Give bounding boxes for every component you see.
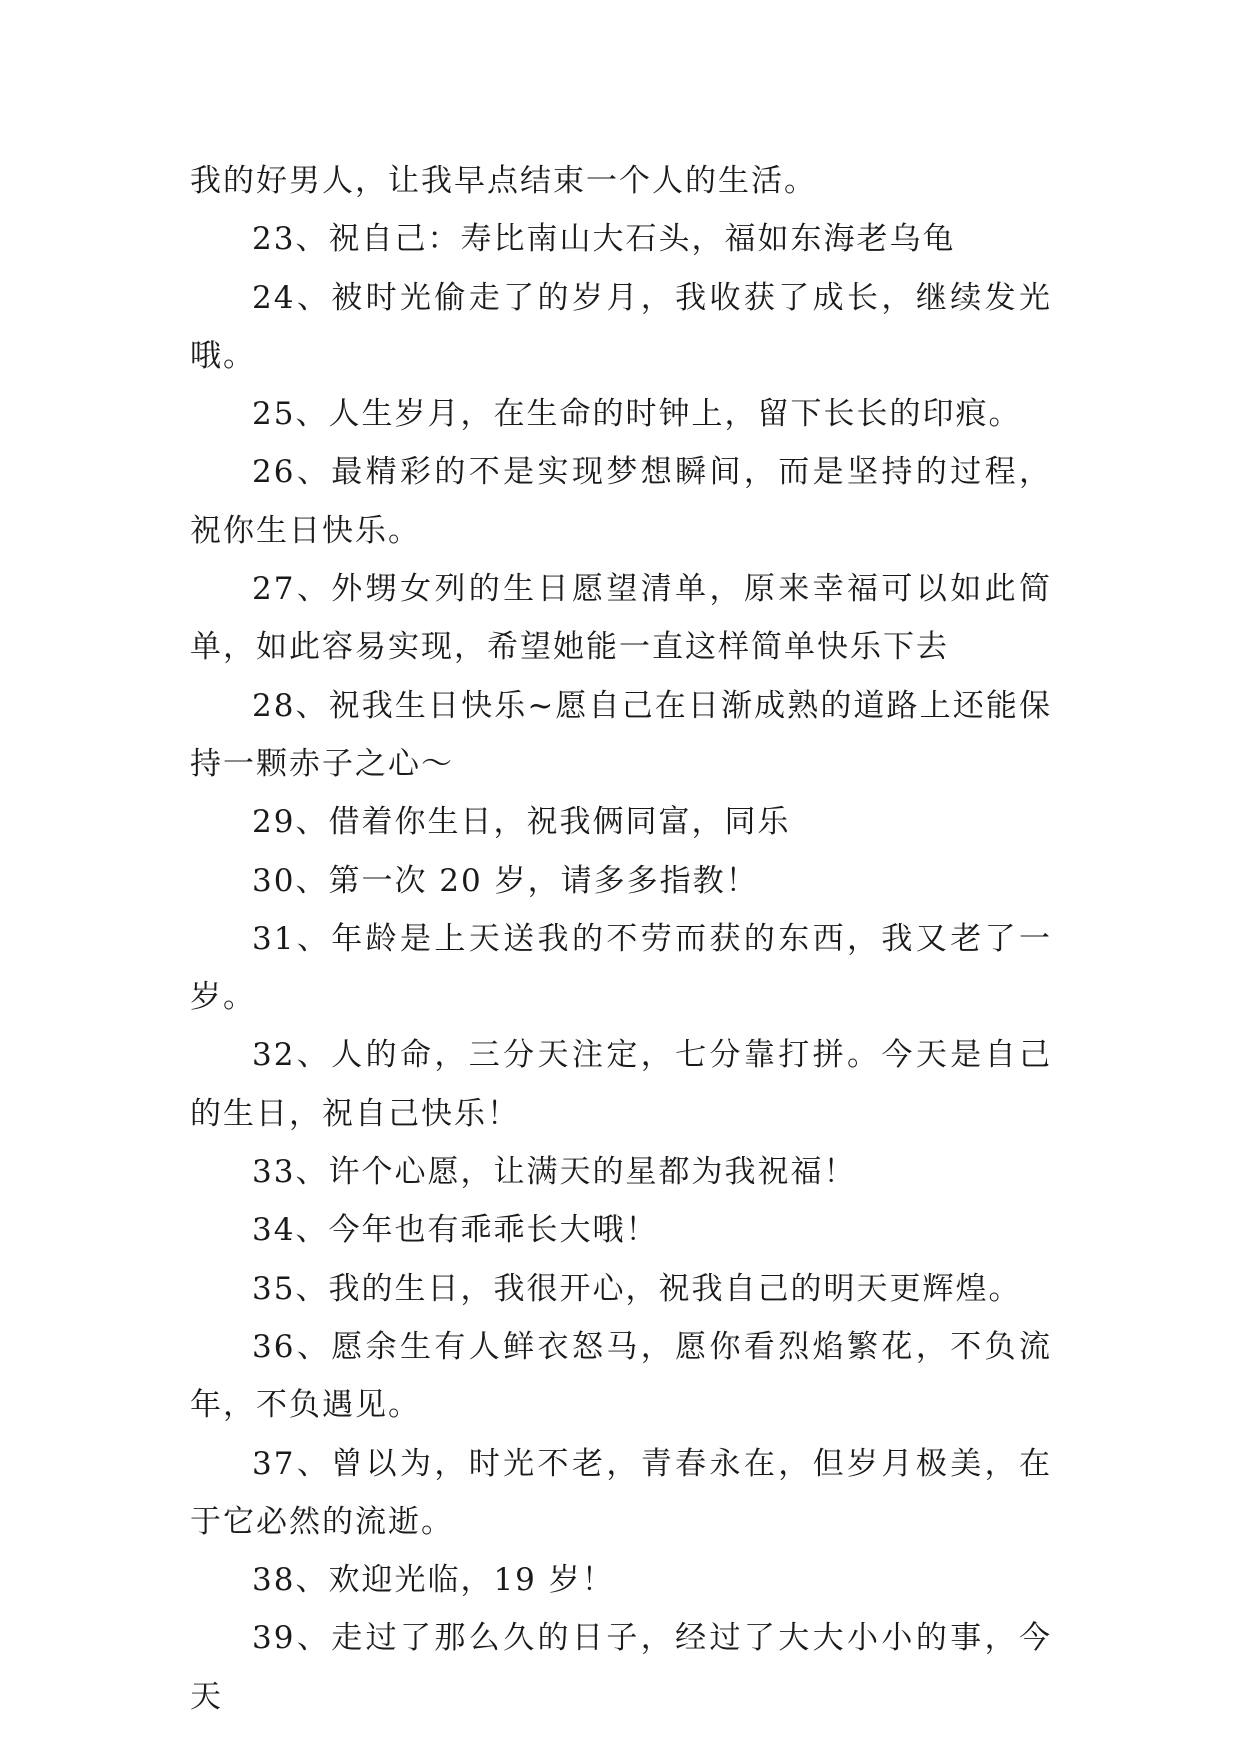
- paragraph-39: 39、走过了那么久的日子，经过了大大小小的事，今天: [190, 1620, 1052, 1715]
- paragraph-26: 26、最精彩的不是实现梦想瞬间，而是坚持的过程，祝你生日快乐。: [190, 454, 1052, 549]
- document-body: [190, 152, 1052, 1726]
- paragraph-30: 30、第一次 20 岁，请多多指教！: [252, 862, 759, 899]
- paragraph-33: 33、许个心愿，让满天的星都为我祝福！: [252, 1154, 857, 1191]
- paragraph-32: 32、人的命，三分天注定，七分靠打拼。今天是自己的生日，祝自己快乐！: [190, 1037, 1052, 1132]
- paragraph-38: 38、欢迎光临，19 岁！: [252, 1562, 615, 1599]
- paragraph-29: 29、借着你生日，祝我俩同富，同乐: [252, 804, 791, 841]
- paragraph-27: 27、外甥女列的生日愿望清单，原来幸福可以如此简单，如此容易实现，希望她能一直这样简单快乐下去: [190, 571, 1052, 666]
- paragraph-25: 25、人生岁月，在生命的时钟上，留下长长的印痕。: [252, 396, 1022, 433]
- paragraph-continued: 我的好男人，让我早点结束一个人的生活。: [190, 163, 817, 199]
- paragraph-28: 28、祝我生日快乐~愿自己在日渐成熟的道路上还能保持一颗赤子之心～: [190, 687, 1052, 782]
- paragraph-35: 35、我的生日，我很开心，祝我自己的明天更辉煌。: [252, 1270, 1022, 1307]
- paragraph-23: 23、祝自己：寿比南山大石头，福如东海老乌龟: [252, 221, 956, 258]
- paragraph-31: 31、年龄是上天送我的不劳而获的东西，我又老了一岁。: [190, 920, 1052, 1016]
- paragraph-37: 37、曾以为，时光不老，青春永在，但岁月极美，在于它必然的流逝。: [190, 1445, 1052, 1540]
- paragraph-34: 34、今年也有乖乖长大哦！: [252, 1212, 659, 1249]
- paragraph-24: 24、被时光偷走了的岁月，我收获了成长，继续发光哦。: [190, 279, 1052, 374]
- paragraph-36: 36、愿余生有人鲜衣怒马，愿你看烈焰繁花，不负流年，不负遇见。: [190, 1328, 1052, 1424]
